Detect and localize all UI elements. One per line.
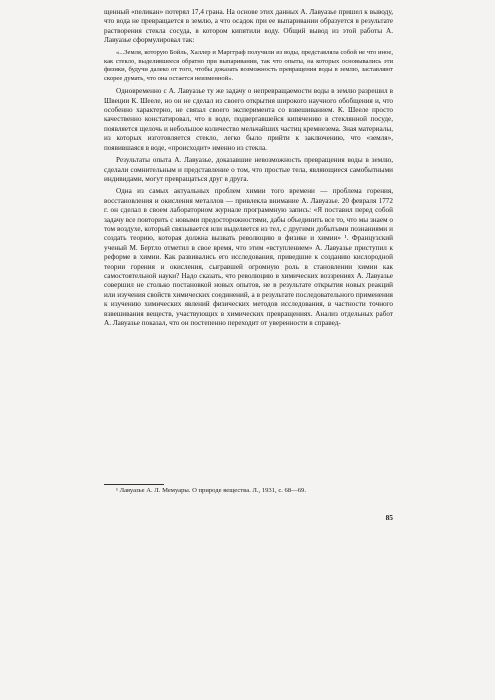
paragraph-combustion: Одна из самых актуальных проблем химии того времени — проблема горения, восстановления и окисления металлов — привлекла внимание А. Лавуазье. 20 февраля 1772 г. он сделал в своем лабораторном журнале программную запись: «Я поставил перед собой задачу все повторить с новыми предосторожностями, дабы объединить все то, что мы знаем о том воздухе, который связывается или выделяется из тел, с другими добытыми познаниями и создать теорию, которая должна вызвать революцию в физике и химии» ¹. Французский ученый М. Бертло отметил в свое время, что этим «вступлением» А. Лавуазье приступил к реформе в химии. Как развивались его исследования, приведшие к созданию кислородной теории горения и окисления, сыгравшей огромную роль в становлении химии как самостоятельной науки? Надо сказать, что революцию в химических воззрениях А. Лавуазье совершил не столько постановкой новых опытов, не в результате открытия новых реакций или изучения свойств химических соединений, а в результате последовательного применения к изучению химических явлений физических методов исследования, в частности точного взвешивания веществ, участвующих в химических превращениях. Анализ отдельных работ А. Лавуазье показал, что он постепенно переходит от уверенности в справед- <box>104 187 393 327</box>
paragraph-results: Результаты опыта А. Лавуазье, доказавшие невозможность превращения воды в землю, сделали сомнительным и представление о том, что простые тела, являющиеся самобытными индивидами, могут превращаться друг в друга. <box>104 156 393 183</box>
paragraph-continuation: щенный «пеликан» потерял 17,4 грана. На основе этих данных А. Лавуазье пришел к выводу, что вода не превращается в землю, а что осадок при ее выпаривании образуется в результате растворения стекла сосуда, в котором кипятили воду. Общий вывод из этой работы А. Лавуазье сформулировал так: <box>104 8 393 45</box>
page-number: 85 <box>385 513 393 522</box>
body-text <box>104 8 393 328</box>
footnote-divider <box>104 484 164 485</box>
paragraph-scheele: Одновременно с А. Лавуазье ту же задачу о непревращаемости воды в землю разрешил в Швеции К. Шееле, но он не сделал из своего открытия широкого научного обобщения и, что особенно характерно, не связал своего эксперимента со взвешиванием. К. Шееле просто качественно констатировал, что в воде, подвергавшейся кипячению в стеклянной посуде, появляется щелочь и небольшое количество мельчайших частиц кремнезема. Зная материалы, из которых изготовляется стекло, легко было прийти к заключению, что «земля», появившаяся в воде, «происходит» именно из стекла. <box>104 87 393 152</box>
footnote: ¹ Лавуазье А. Л. Мемуары. О природе вещества. Л., 1931, с. 68—69. <box>116 487 306 494</box>
quote-block: «...Земля, которую Бойль, Халлер и Маргграф получили из воды, представляла собой не что иное, как стекло, выделившееся обратно при выпаривании, так что опыты, на которых основывались эти физики, будучи далеко от того, чтобы доказать возможность превращения воды в землю, заставляют скорее думать, что она остается неизменной». <box>104 48 393 83</box>
